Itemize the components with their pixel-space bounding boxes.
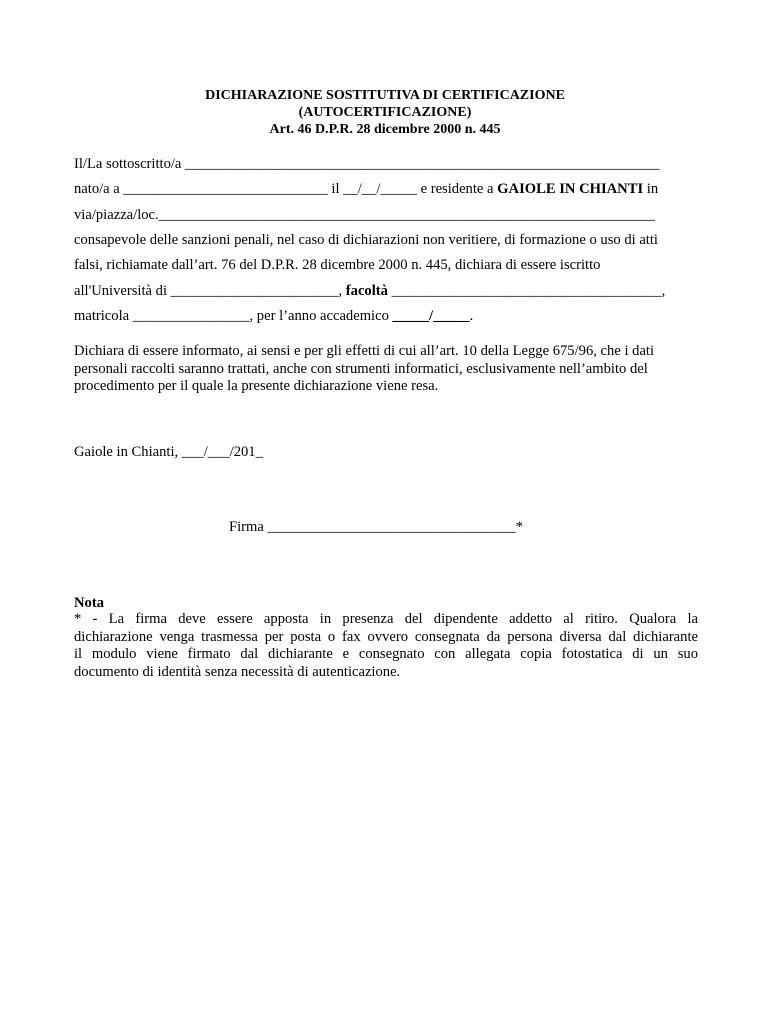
note-line: il modulo viene firmato dal dichiarante e consegnato con allegata copia fotostatica di un suo xyxy=(74,646,698,662)
signature-line: Firma __________________________________* xyxy=(229,519,523,535)
municipality-name: GAIOLE IN CHIANTI xyxy=(497,181,644,197)
note-line: dichiarazione venga trasmessa per posta o fax ovvero consegnata da persona diversa dal dichiarante xyxy=(74,628,698,645)
in-text: in xyxy=(646,181,659,197)
university-line xyxy=(74,283,665,300)
note-body xyxy=(74,611,698,681)
matricola-line xyxy=(74,308,473,325)
academic-year-field: _____/_____ xyxy=(392,308,470,324)
note-line: documento di identità senza necessità di autenticazione. xyxy=(74,663,401,680)
falsi-line: falsi, richiamate dall’art. 76 del D.P.R. 28 dicembre 2000 n. 445, dichiara di essere iscritto xyxy=(74,257,601,273)
birth-residence-line xyxy=(74,181,658,198)
note-line: * - La firma deve essere apposta in presenza del dipendente addetto al ritiro. Qualora la xyxy=(74,611,698,627)
document-title: DICHIARAZIONE SOSTITUTIVA DI CERTIFICAZIONE xyxy=(205,88,565,103)
consapevole-line: consapevole delle sanzioni penali, nel caso di dichiarazioni non veritiere, di formazione o uso di atti xyxy=(74,232,658,248)
privacy-paragraph xyxy=(74,343,698,396)
place-date-line: Gaiole in Chianti, ___/___/201_ xyxy=(74,444,263,460)
university-text: all'Università di _______________________, xyxy=(74,283,346,299)
sottoscritto-line: Il/La sottoscritto/a _________________________________________________________________ xyxy=(74,156,660,172)
matricola-text: matricola ________________, per l’anno accademico xyxy=(74,308,393,324)
privacy-line: personali raccolti saranno trattati, anche con strumenti informatici, esclusivamente nell’ambito del xyxy=(74,360,648,377)
document-subtitle: (AUTOCERTIFICAZIONE) xyxy=(298,105,472,120)
matricola-end: . xyxy=(469,308,474,324)
privacy-line: procedimento per il quale la presente dichiarazione viene resa. xyxy=(74,378,439,394)
legal-reference: Art. 46 D.P.R. 28 dicembre 2000 n. 445 xyxy=(269,122,501,137)
faculty-text: _____________________________________, xyxy=(387,283,666,299)
address-line: via/piazza/loc.____________________________________________________________________ xyxy=(74,207,655,223)
faculty-label: facoltà xyxy=(345,283,388,299)
birth-residence-text: nato/a a ____________________________ il __/__/_____ e residente a xyxy=(74,181,494,197)
privacy-line: Dichiara di essere informato, ai sensi e per gli effetti di cui all’art. 10 della Legge 675/96, che i dati xyxy=(74,343,655,359)
document-header xyxy=(0,87,770,138)
note-title: Nota xyxy=(74,595,104,611)
